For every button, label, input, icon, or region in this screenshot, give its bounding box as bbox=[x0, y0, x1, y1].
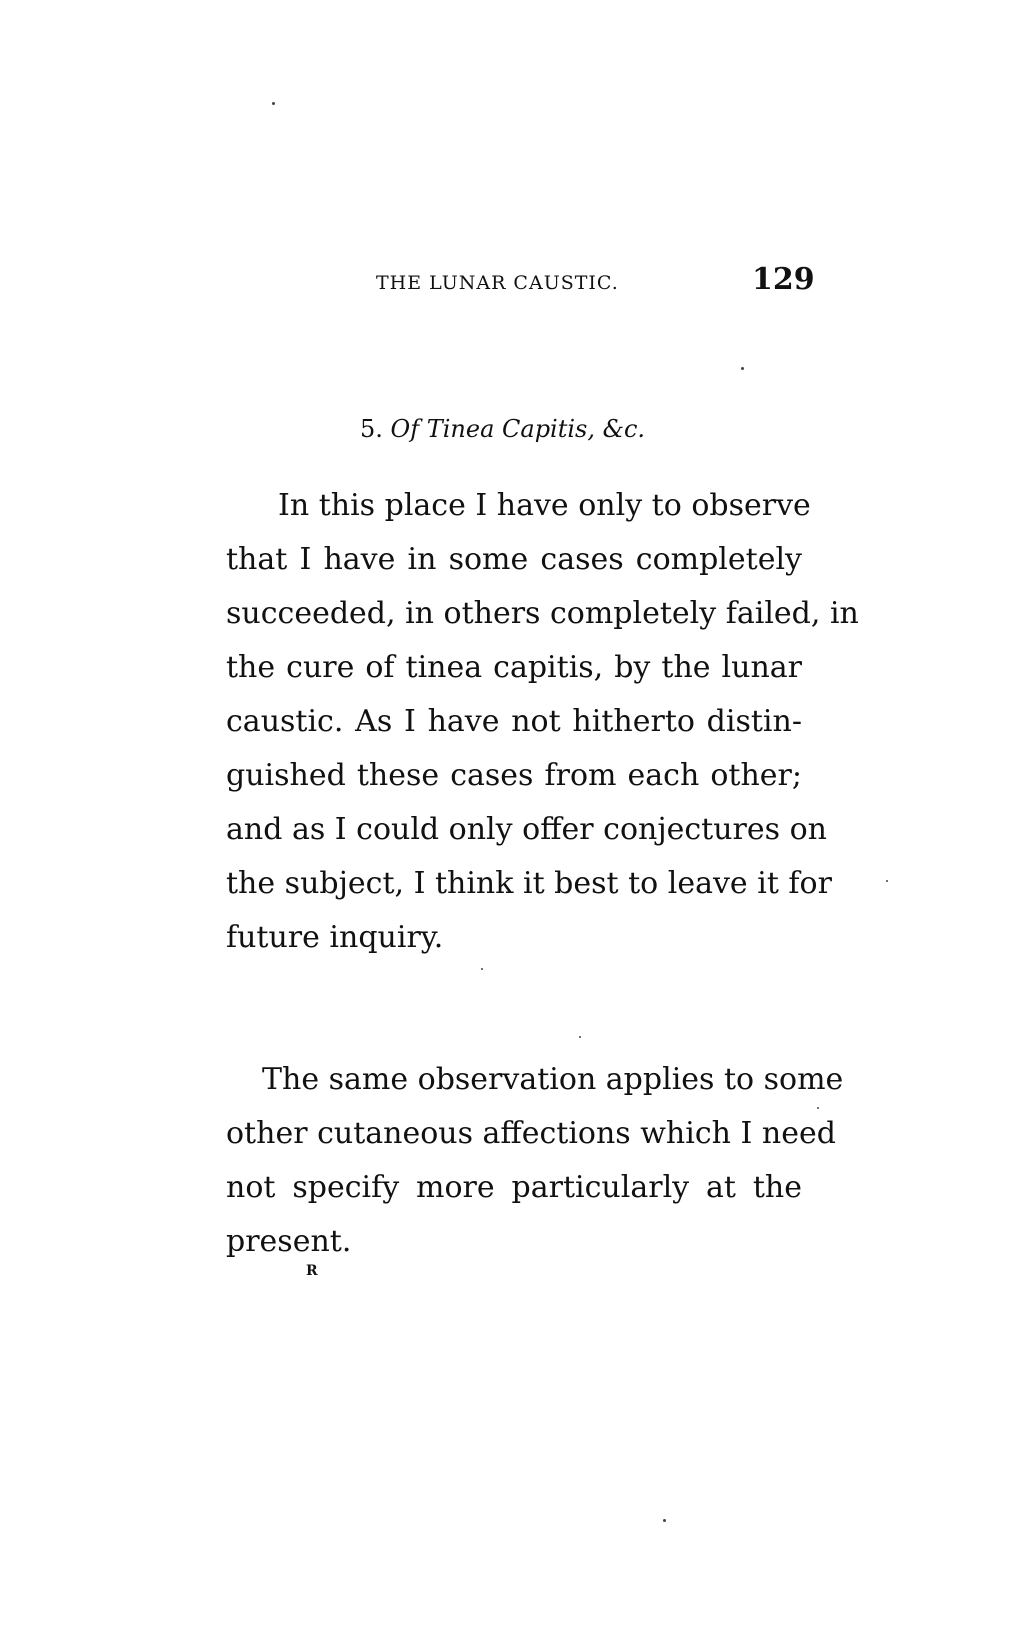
paragraph-1-line-6: guished these cases from each other; bbox=[226, 758, 802, 793]
scan-speck bbox=[272, 102, 275, 105]
paragraph-1-line-3: succeeded, in others completely failed, in bbox=[226, 596, 859, 631]
scan-speck bbox=[663, 1519, 666, 1522]
paragraph-2-line-4: present. bbox=[226, 1224, 352, 1259]
paragraph-2-line-2: other cutaneous affections which I need bbox=[226, 1116, 836, 1151]
page-number: 129 bbox=[752, 262, 815, 297]
section-number: 5. bbox=[360, 415, 383, 443]
scan-speck bbox=[741, 367, 744, 370]
paragraph-1-line-7: and as I could only offer conjectures on bbox=[226, 812, 827, 847]
section-heading bbox=[360, 415, 645, 443]
paragraph-2-line-1: The same observation applies to some bbox=[262, 1062, 844, 1097]
paragraph-1-line-9: future inquiry. bbox=[226, 920, 444, 955]
paragraph-1-line-2: that I have in some cases completely bbox=[226, 542, 802, 577]
section-title: Of Tinea Capitis, &c. bbox=[390, 415, 646, 443]
running-head: THE LUNAR CAUSTIC. bbox=[376, 272, 619, 294]
signature-mark: R bbox=[306, 1263, 318, 1279]
scan-speck bbox=[579, 1036, 581, 1038]
paragraph-1-line-5: caustic. As I have not hitherto distin- bbox=[226, 704, 802, 739]
paragraph-1-line-4: the cure of tinea capitis, by the lunar bbox=[226, 650, 802, 685]
scan-speck bbox=[886, 880, 888, 882]
scan-speck bbox=[481, 968, 483, 970]
paragraph-1-line-1: In this place I have only to observe bbox=[278, 488, 811, 523]
paragraph-2-line-3: not specify more particularly at the bbox=[226, 1170, 802, 1205]
scan-speck bbox=[817, 1107, 819, 1109]
paragraph-1-line-8: the subject, I think it best to leave it for bbox=[226, 866, 832, 901]
